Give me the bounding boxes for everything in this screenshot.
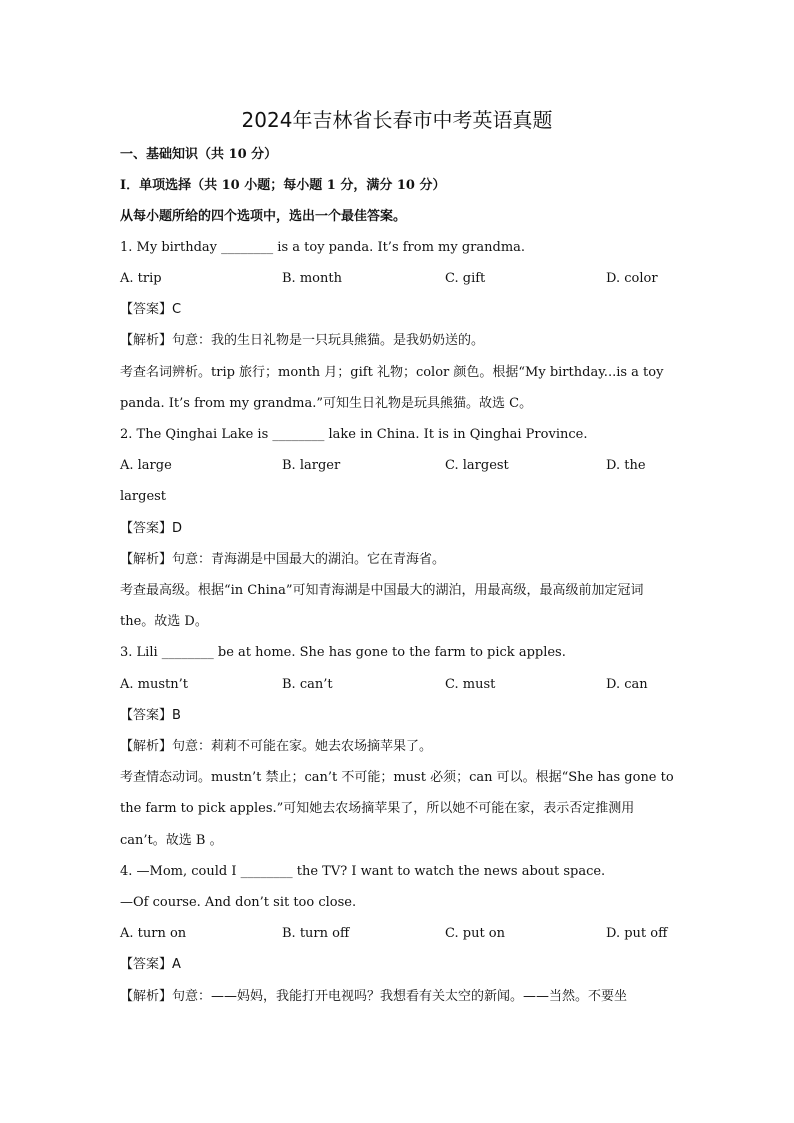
q4-option-b: B. turn off xyxy=(282,926,350,941)
q2-option-d: D. the xyxy=(606,458,646,473)
q3-analysis-1: 【解析】句意：莉莉不可能在家。她去农场摘苹果了。 xyxy=(120,739,433,754)
q3-option-b: B. can’t xyxy=(282,677,333,692)
q2-analysis-2: 考查最高级。根据“in China”可知青海湖是中国最大的湖泊，用最高级，最高级前加定冠词 xyxy=(120,583,644,598)
q1-analysis-3: panda. It’s from my grandma.”可知生日礼物是玩具熊猫。故选 C。 xyxy=(120,396,533,411)
q4-analysis-1: 【解析】句意：——妈妈，我能打开电视吗？我想看有关太空的新闻。——当然。不要坐 xyxy=(120,989,628,1004)
q1-analysis-2: 考查名词辨析。trip 旅行；month 月；gift 礼物；color 颜色。根据“My birthday...is a toy xyxy=(120,365,664,380)
question-3-stem: 3. Lili ________ be at home. She has gone to the farm to pick apples. xyxy=(120,645,566,660)
part-heading: Ⅰ．单项选择（共 10 小题；每小题 1 分，满分 10 分） xyxy=(120,178,446,193)
q2-option-c: C. largest xyxy=(445,458,509,473)
page-title: 2024年吉林省长春市中考英语真题 xyxy=(241,108,553,132)
q2-analysis-1: 【解析】句意：青海湖是中国最大的湖泊。它在青海省。 xyxy=(120,552,446,567)
q3-answer: 【答案】B xyxy=(120,708,181,723)
question-4-stem-2: —Of course. And don’t sit too close. xyxy=(120,895,357,910)
section-heading: 一、基础知识（共 10 分） xyxy=(120,147,278,162)
q2-option-a: A. large xyxy=(120,458,172,473)
q1-analysis-1: 【解析】句意：我的生日礼物是一只玩具熊猫。是我奶奶送的。 xyxy=(120,333,485,348)
q3-option-a: A. mustn’t xyxy=(120,677,188,692)
q4-option-c: C. put on xyxy=(445,926,505,941)
q4-option-a: A. turn on xyxy=(120,926,187,941)
q3-option-c: C. must xyxy=(445,677,496,692)
q1-option-b: B. month xyxy=(282,271,342,286)
q2-option-b: B. larger xyxy=(282,458,341,473)
q3-analysis-4: can’t。故选 B 。 xyxy=(120,833,223,848)
q4-answer: 【答案】A xyxy=(120,957,181,972)
q2-option-d-wrap: largest xyxy=(120,489,167,504)
question-2-stem: 2. The Qinghai Lake is ________ lake in China. It is in Qinghai Province. xyxy=(120,427,588,442)
q1-option-a: A. trip xyxy=(120,271,162,286)
question-1-stem: 1. My birthday ________ is a toy panda. It’s from my grandma. xyxy=(120,240,526,255)
q1-option-c: C. gift xyxy=(445,271,486,286)
q3-option-d: D. can xyxy=(606,677,648,692)
instruction: 从每小题所给的四个选项中，选出一个最佳答案。 xyxy=(120,209,407,224)
q4-option-d: D. put off xyxy=(606,926,668,941)
question-4-stem: 4. —Mom, could I ________ the TV? I want to watch the news about space. xyxy=(120,864,606,879)
q1-option-d: D. color xyxy=(606,271,658,286)
q1-answer: 【答案】C xyxy=(120,302,182,317)
q2-analysis-3: the。故选 D。 xyxy=(120,614,208,629)
q2-answer: 【答案】D xyxy=(120,521,183,536)
q3-analysis-3: the farm to pick apples.”可知她去农场摘苹果了，所以她不可能在家，表示否定推测用 xyxy=(120,801,635,816)
q3-analysis-2: 考查情态动词。mustn’t 禁止；can’t 不可能；must 必须；can 可以。根据“She has gone to xyxy=(120,770,674,785)
